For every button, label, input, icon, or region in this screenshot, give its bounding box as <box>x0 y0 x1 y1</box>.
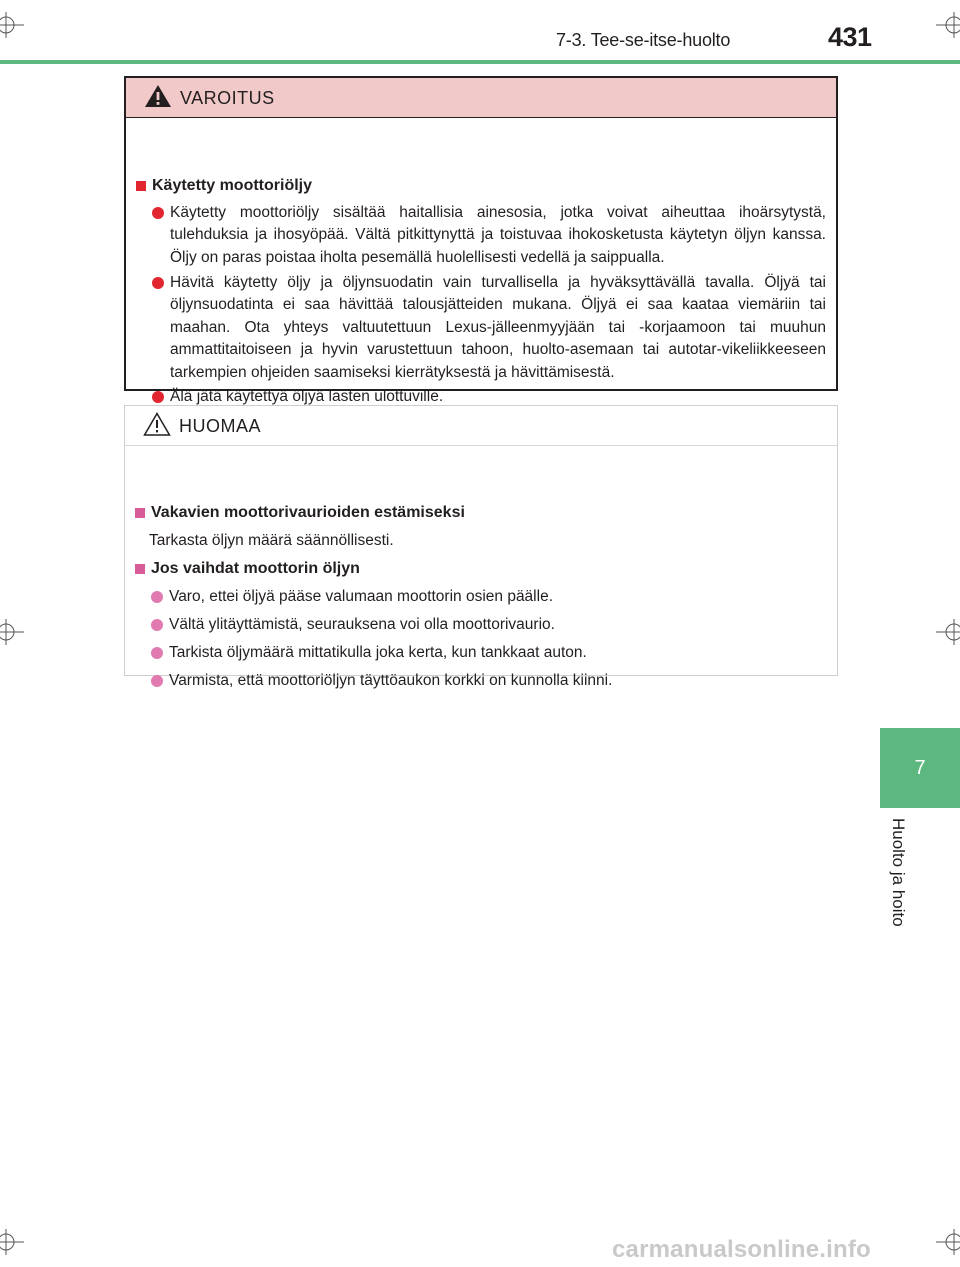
warning-bullet <box>150 272 826 384</box>
notice-header <box>125 406 837 446</box>
bullet-dot-icon <box>151 619 163 631</box>
notice-bullet-text: Tarkista öljymäärä mittatikulla joka kerta, kun tankkaat auton. <box>169 644 587 661</box>
warning-box <box>124 76 838 405</box>
warning-title: VAROITUS <box>180 88 275 108</box>
crop-mark-bottom-left <box>0 1229 26 1255</box>
bullet-dot-icon <box>151 675 163 687</box>
crop-mark-mid-right <box>934 619 960 645</box>
bullet-dot-icon <box>152 277 164 289</box>
square-bullet-icon <box>136 181 146 191</box>
notice-section-heading <box>135 504 465 522</box>
notice-bullet-text: Vältä ylitäyttämistä, seurauksena voi olla moottorivaurio. <box>169 616 555 633</box>
square-bullet-icon <box>135 564 145 574</box>
chapter-title: Huolto ja hoito <box>889 818 908 927</box>
warning-section-heading <box>136 177 312 195</box>
caution-triangle-icon <box>143 412 171 441</box>
chapter-tab <box>880 728 960 808</box>
notice-box <box>124 405 838 689</box>
notice-bullet <box>149 642 827 664</box>
bullet-dot-icon <box>151 647 163 659</box>
notice-bullet-text: Varo, ettei öljyä pääse valumaan moottorin osien päälle. <box>169 588 553 605</box>
notice-title: HUOMAA <box>179 416 262 436</box>
bullet-dot-icon <box>151 591 163 603</box>
notice-bullet <box>149 586 827 608</box>
warning-bullet <box>150 202 826 269</box>
notice-section-heading-text: Jos vaihdat moottorin öljyn <box>151 560 360 577</box>
warning-section-heading-text: Käytetty moottoriöljy <box>152 177 313 194</box>
page-header <box>0 22 880 58</box>
crop-mark-mid-left <box>0 619 26 645</box>
bullet-dot-icon <box>152 207 164 219</box>
notice-bullet <box>149 670 827 692</box>
page-number: 431 <box>828 22 872 52</box>
square-bullet-icon <box>135 508 145 518</box>
warning-bullet-text: Älä jätä käytettyä öljyä lasten ulottuville. <box>170 388 444 405</box>
crop-mark-top-right <box>934 12 960 38</box>
warning-triangle-icon <box>144 84 172 113</box>
notice-section-heading <box>135 560 360 578</box>
header-rule <box>0 60 960 64</box>
notice-bullet <box>149 614 827 636</box>
notice-bullet-text: Varmista, että moottoriöljyn täyttöaukon korkki on kunnolla kiinni. <box>169 672 613 689</box>
warning-header <box>126 78 836 118</box>
warning-bullet-text: Hävitä käytetty öljy ja öljynsuodatin vain turvallisella ja hyväksyttävällä tavalla. Öljyä tai öljynsuodatinta ei saa hävittää talousjätteiden mukana. Öljyä ei saa kaataa viemäriin tai maahan. Ota yhteys valtuutettuun Lexus-jälleenmyyjään tai -korjaamoon tai muuhun ammattitaitoiseen ja hyvin varustettuun tahoon, huolto-asemaan tai autotar-vikeliikkeeseen tarkempien ohjeiden saamiseksi kierrätyksestä ja hävittämisestä. <box>170 274 826 381</box>
warning-bullet-text: Käytetty moottoriöljy sisältää haitallisia ainesosia, jotka voivat aiheuttaa ihoärsytystä, tulehduksia ja ihosyöpää. Vältä pitkittynyttä ja toistuvaa ihokosketusta käytetyn öljyn kanssa. Öljy on paras poistaa iholta pesemällä huolellisesti vedellä ja saippualla. <box>170 204 826 266</box>
watermark: carmanualsonline.info <box>612 1236 871 1263</box>
bullet-dot-icon <box>152 391 164 403</box>
section-title: 7-3. Tee-se-itse-huolto <box>556 30 731 50</box>
notice-section-heading-text: Vakavien moottorivaurioiden estämiseksi <box>151 504 465 521</box>
chapter-number: 7 <box>914 756 926 779</box>
notice-text: Tarkasta öljyn määrä säännöllisesti. <box>149 532 394 549</box>
crop-mark-bottom-right <box>934 1229 960 1255</box>
